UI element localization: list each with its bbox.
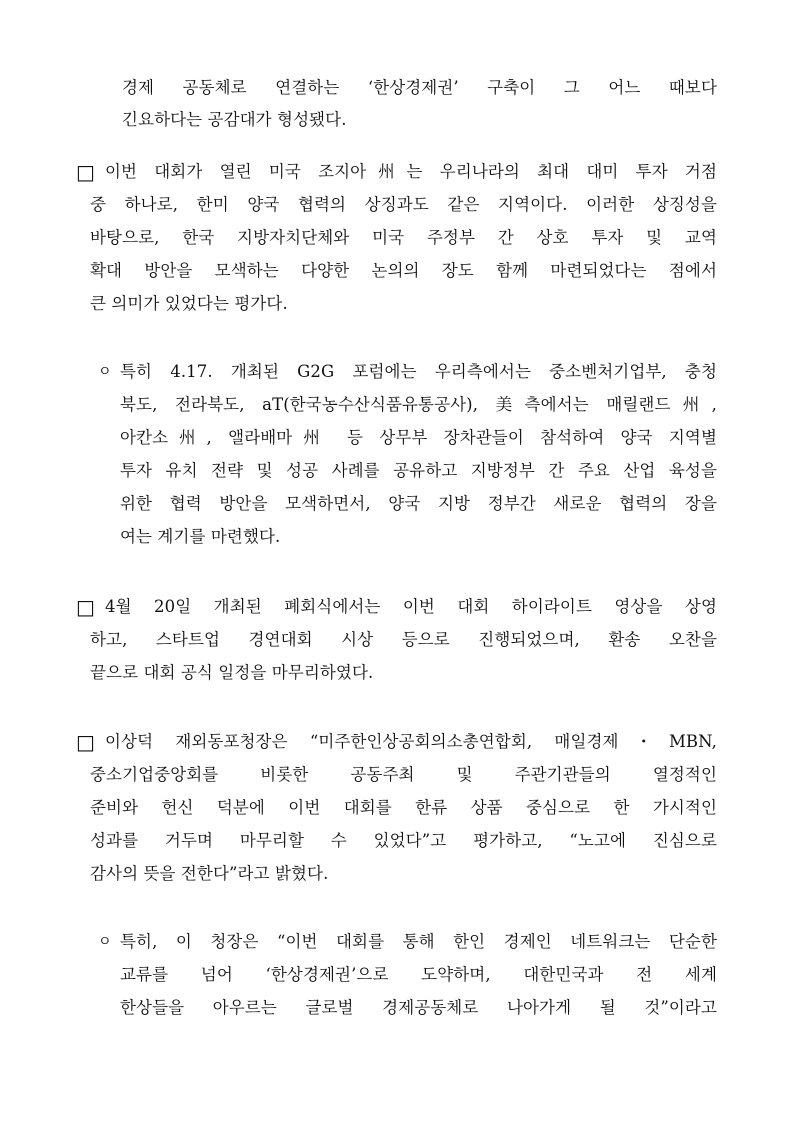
paragraph-line: 끝으로 대회 공식 일정을 마무리하였다. [90, 663, 374, 682]
paragraph-line: 투자 유치 전략 및 성공 사례를 공유하고 지방정부 간 주요 산업 육성을 [120, 461, 717, 480]
paragraph-line: 특히, 이 청장은 “이번 대회를 통해 한인 경제인 네트워크는 단순한 [120, 932, 717, 951]
paragraph-line: 큰 의미가 있었다는 평가다. [90, 294, 288, 313]
square-bullet-icon: □ [76, 160, 95, 184]
circle-bullet-icon: ㅇ [98, 934, 112, 950]
paragraph-line: 성과를 거두며 마무리할 수 있었다”고 평가하고, “노고에 진심으로 [90, 831, 717, 850]
paragraph-line: 교류를 넘어 ‘한상경제권’으로 도약하며, 대한민국과 전 세계 [120, 965, 717, 984]
paragraph-line: 위한 협력 방안을 모색하면서, 양국 지방 정부간 새로운 협력의 장을 [120, 494, 717, 513]
paragraph-line: 특히 4.17. 개최된 G2G 포럼에는 우리측에서는 중소벤처기업부, 충청 [120, 362, 717, 381]
paragraph-line: 북도, 전라북도, aT(한국농수산식품유통공사), 美측에서는 매릴랜드州, [120, 395, 717, 414]
paragraph-line: 4월 20일 개최된 폐회식에서는 이번 대회 하이라이트 영상을 상영 [105, 597, 717, 616]
paragraph-line: 확대 방안을 모색하는 다양한 논의의 장도 함께 마련되었다는 점에서 [90, 261, 717, 280]
paragraph-line: 이상덕 재외동포청장은 “미주한인상공회의소총연합회, 매일경제・MBN, [105, 732, 717, 751]
paragraph-line: 바탕으로, 한국 지방자치단체와 미국 주정부 간 상호 투자 및 교역 [90, 228, 717, 247]
square-bullet-icon: □ [76, 730, 95, 754]
paragraph-line: 하고, 스타트업 경연대회 시상 등으로 진행되었으며, 환송 오찬을 [90, 630, 717, 649]
paragraph-line: 이번 대회가 열린 미국 조지아州는 우리나라의 최대 대미 투자 거점 [105, 162, 717, 181]
paragraph-line: 경제 공동체로 연결하는 ‘한상경제권’ 구축이 그 어느 때보다 [122, 78, 717, 97]
circle-bullet-icon: ㅇ [98, 364, 112, 380]
paragraph-line: 여는 계기를 마련했다. [120, 527, 281, 546]
paragraph-line: 긴요하다는 공감대가 형성됐다. [122, 110, 347, 129]
paragraph-line: 준비와 헌신 덕분에 이번 대회를 한류 상품 중심으로 한 가시적인 [90, 798, 717, 817]
paragraph-line: 중 하나로, 한미 양국 협력의 상징과도 같은 지역이다. 이러한 상징성을 [90, 195, 717, 214]
paragraph-line: 한상들을 아우르는 글로벌 경제공동체로 나아가게 될 것”이라고 [120, 998, 717, 1017]
paragraph-line: 아칸소州, 앨라배마州 등 상무부 장차관들이 참석하여 양국 지역별 [120, 428, 717, 447]
paragraph-line: 감사의 뜻을 전한다”라고 밝혔다. [90, 864, 329, 883]
paragraph-line: 중소기업중앙회를 비롯한 공동주최 및 주관기관들의 열정적인 [90, 765, 717, 784]
square-bullet-icon: □ [76, 595, 95, 619]
